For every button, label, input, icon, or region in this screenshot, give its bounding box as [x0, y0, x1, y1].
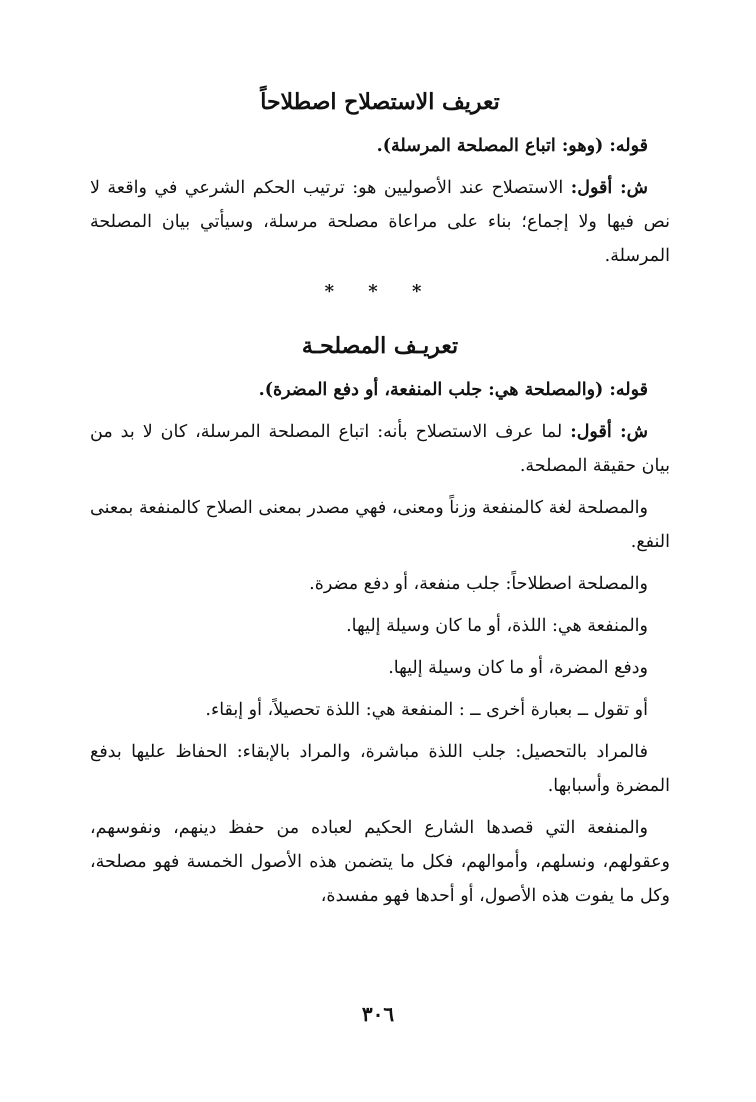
quote-maslaha [90, 373, 670, 407]
paragraph-tahsil: فالمراد بالتحصيل: جلب اللذة مباشرة، والمراد بالإبقاء: الحفاظ عليها بدفع المضرة وأسبابها. [90, 742, 670, 796]
paragraph-lugha: والمصلحة لغة كالمنفعة وزناً ومعنى، فهي مصدر بمعنى الصلاح كالمنفعة بمعنى النفع. [90, 498, 670, 552]
commentary-text: لما عرف الاستصلاح بأنه: اتباع المصلحة المرسلة، كان لا بد من بيان حقيقة المصلحة. [90, 422, 670, 476]
page-number: ٣٠٦ [361, 1002, 395, 1026]
commentary-maslaha [90, 415, 670, 483]
paragraph-usul-khamsa: والمنفعة التي قصدها الشارع الحكيم لعباده من حفظ دينهم، ونفوسهم، وعقولهم، ونسلهم، وأموالهم، فكل ما يتضمن هذه الأصول الخمسة فهو مصلحة، وكل ما يفوت هذه الأصول، أو أحدها فهو مفسدة، [90, 818, 670, 906]
page-content [90, 85, 670, 921]
paragraph-istilah: والمصلحة اصطلاحاً: جلب منفعة، أو دفع مضرة. [309, 574, 648, 594]
quote-text: (وهو: اتباع المصلحة المرسلة). [376, 136, 604, 156]
section-title-maslaha: تعريـف المصلحـة [301, 333, 459, 359]
quote-istislah [90, 129, 670, 163]
paragraph-ibara-ukhra: أو تقول ــ بعبارة أخرى ــ : المنفعة هي: اللذة تحصيلاً، أو إبقاء. [205, 700, 648, 720]
commentary-lead: ش: أقول: [570, 178, 649, 198]
section-separator: * * * [324, 281, 436, 302]
quote-lead: قوله: [609, 136, 648, 156]
section-title-istislah: تعريف الاستصلاح اصطلاحاً [260, 89, 500, 115]
quote-lead: قوله: [609, 380, 648, 400]
quote-text: (والمصلحة هي: جلب المنفعة، أو دفع المضرة). [258, 380, 604, 400]
paragraph-manfaa: والمنفعة هي: اللذة، أو ما كان وسيلة إليها. [346, 616, 648, 636]
commentary-text: الاستصلاح عند الأصوليين هو: ترتيب الحكم الشرعي في واقعة لا نص فيها ولا إجماع؛ بناء على مراعاة مصلحة مرسلة، وسيأتي بيان المصلحة المرسلة. [90, 178, 670, 266]
paragraph-madarra: ودفع المضرة، أو ما كان وسيلة إليها. [388, 658, 648, 678]
commentary-lead: ش: أقول: [570, 422, 649, 442]
commentary-istislah [90, 171, 670, 273]
